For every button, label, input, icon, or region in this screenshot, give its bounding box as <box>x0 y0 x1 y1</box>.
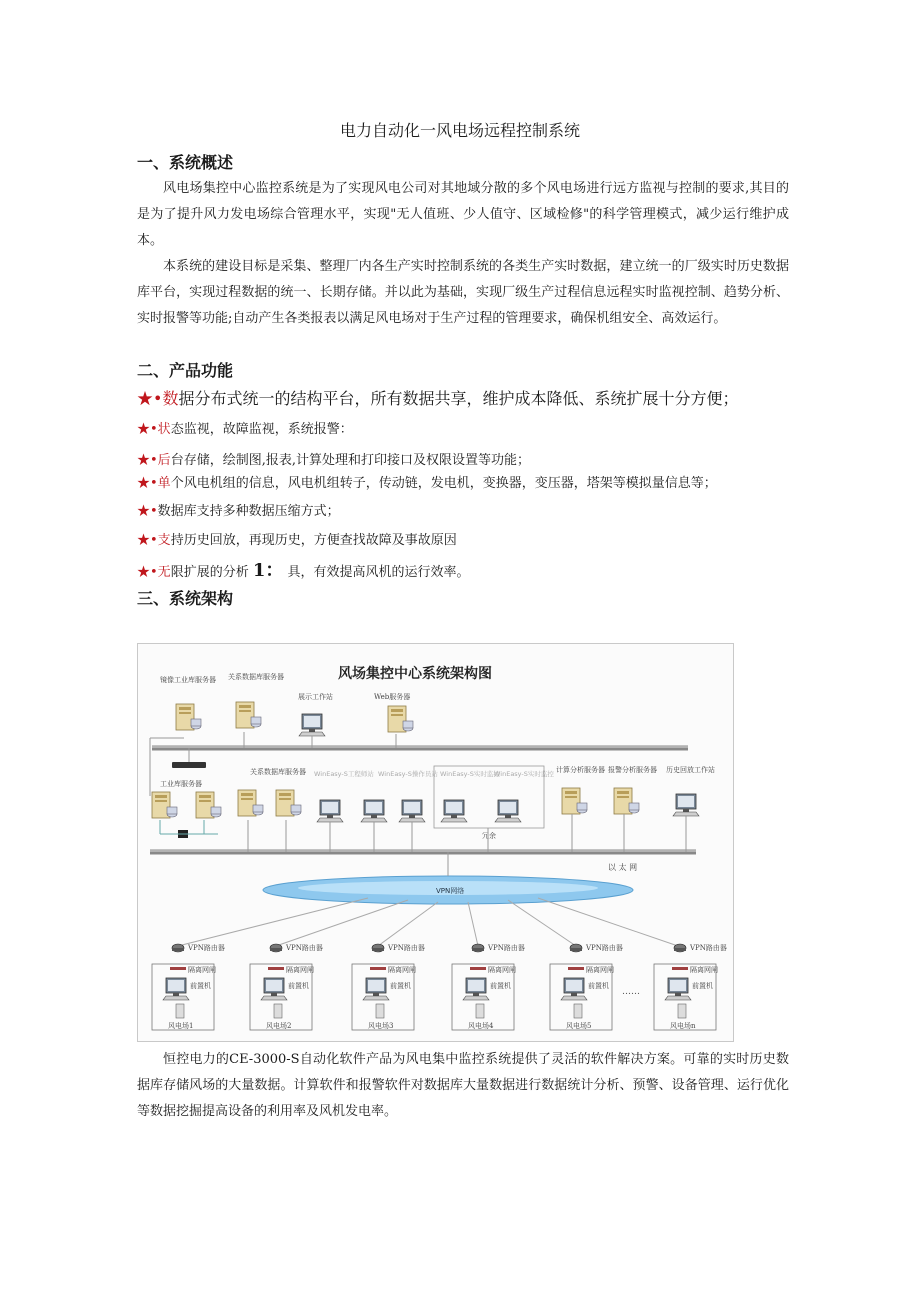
wind-farm-site <box>550 943 623 1030</box>
server-icon <box>574 1004 582 1018</box>
workstation-icon <box>463 978 489 1000</box>
node-label: 计算分析服务器 <box>556 766 605 774</box>
host-label: 前置机 <box>288 982 309 990</box>
server-icon <box>176 704 201 730</box>
site-name: 风电场2 <box>266 1022 292 1030</box>
star-icon: ★• <box>137 453 158 468</box>
node-label: 关系数据库服务器 <box>228 673 284 681</box>
node-label: 工业库服务器 <box>160 780 202 788</box>
router-icon <box>270 944 282 952</box>
redundant-label: 冗余 <box>482 832 496 840</box>
workstation-icon <box>399 800 425 822</box>
wind-farm-site <box>654 943 727 1030</box>
node-label: WinEasy-S实时监控 <box>440 770 500 778</box>
server-icon <box>376 1004 384 1018</box>
workstation-icon <box>673 794 699 816</box>
section-heading-architecture: 三、系统架构 <box>137 589 234 608</box>
server-icon <box>388 706 413 732</box>
star-icon: ★• <box>137 504 158 519</box>
node-label: WinEasy-S工程师站 <box>314 770 374 778</box>
router-icon <box>570 944 582 952</box>
wind-farm-site <box>352 943 425 1030</box>
node-label: 关系数据库服务器 <box>250 768 306 776</box>
router-label: VPN路由器 <box>188 944 225 952</box>
feature-bullet: ★•单个风电机组的信息，风电机组转子，传动链，发电机，变换器，变压器，塔架等模拟量信息等； <box>137 476 717 491</box>
ellipsis: …… <box>622 987 640 997</box>
switch-bar-icon <box>672 967 688 970</box>
overview-paragraph-1: 风电场集控中心监控系统是为了实现风电公司对其地域分散的多个风电场进行远方监视与控制的要求,其目的是为了提升风力发电场综合管理水平，实现"无人值班、少人值守、区域检修"的科学管理模式，减少运行维护成本。 <box>137 181 789 248</box>
switch-label: 隔离网闸 <box>188 966 216 974</box>
node-label: 历史回放工作站 <box>666 766 715 774</box>
switch-label: 隔离网闸 <box>586 966 614 974</box>
workstation-icon <box>261 978 287 1000</box>
workstation-icon <box>495 800 521 822</box>
router-label: VPN路由器 <box>286 944 323 952</box>
workstation-icon <box>361 800 387 822</box>
vpn-label: VPN网络 <box>436 887 465 895</box>
server-icon <box>476 1004 484 1018</box>
section-heading-overview: 一、系统概述 <box>137 153 234 172</box>
link <box>508 900 576 946</box>
switch-label: 隔离网闸 <box>388 966 416 974</box>
star-icon: ★• <box>137 389 163 408</box>
router-label: VPN路由器 <box>388 944 425 952</box>
workstation-icon <box>441 800 467 822</box>
feature-bullet: ★•后台存储，绘制图,报表,计算处理和打印接口及权限设置等功能； <box>137 453 530 468</box>
node-label: WinEasy-S实时监控 <box>494 770 554 778</box>
feature-bullet: ★•无限扩展的分析 1： 具，有效提高风机的运行效率。 <box>137 560 470 581</box>
router-label: VPN路由器 <box>488 944 525 952</box>
wind-farm-site <box>452 943 525 1030</box>
host-label: 前置机 <box>390 982 411 990</box>
feature-bullet: ★•数据分布式统一的结构平台，所有数据共享，维护成本降低、系统扩展十分方便； <box>137 389 739 408</box>
overview-paragraph-2: 本系统的建设目标是采集、整理厂内各生产实时控制系统的各类生产实时数据，建立统一的厂级实时历史数据库平台，实现过程数据的统一、长期存储。并以此为基础，实现厂级生产过程信息远程实时监视控制、趋势分析、实时报警等功能;自动产生各类报表以满足风电场对于生产过程的管理要求，确保机组安全、高效运行。 <box>137 259 789 326</box>
star-icon: ★• <box>137 565 158 580</box>
wind-farm-site <box>250 943 323 1030</box>
wind-farm-site <box>152 943 225 1030</box>
switch-bar-icon <box>568 967 584 970</box>
router-label: VPN路由器 <box>586 944 623 952</box>
server-icon <box>614 788 639 814</box>
workstation-icon <box>299 714 325 736</box>
node-label: WinEasy-S操作员站 <box>378 770 438 778</box>
switch-bar-icon <box>170 967 186 970</box>
document-title: 电力自动化一风电场远程控制系统 <box>339 121 580 140</box>
server-icon <box>238 790 263 816</box>
closing-paragraph: 恒控电力的CE-3000-S自动化软件产品为风电集中监控系统提供了灵活的软件解决方案。可靠的实时历史数据库存储风场的大量数据。计算软件和报警软件对数据库大量数据进行数据统计分析、预警、设备管理、运行优化等数据挖掘提高设备的利用率及风机发电率。 <box>137 1052 789 1119</box>
router-icon <box>372 944 384 952</box>
node-label: 报警分析服务器 <box>608 766 657 774</box>
router-icon <box>674 944 686 952</box>
workstation-icon <box>317 800 343 822</box>
architecture-diagram <box>137 643 734 1042</box>
section-heading-features: 二、产品功能 <box>137 361 234 380</box>
workstation-icon <box>665 978 691 1000</box>
host-label: 前置机 <box>190 982 211 990</box>
server-icon <box>562 788 587 814</box>
workstation-icon <box>561 978 587 1000</box>
site-name: 风电场4 <box>468 1022 494 1030</box>
router-icon <box>172 944 184 952</box>
node-label: 镜像工业库服务器 <box>160 676 216 684</box>
diagram-title: 风场集控中心系统架构图 <box>338 666 492 682</box>
feature-bullet: ★•状态监视，故障监视，系统报警： <box>137 422 353 437</box>
server-icon <box>196 792 221 818</box>
node-label: 展示工作站 <box>298 693 333 701</box>
node-label: Web服务器 <box>374 693 411 701</box>
ethernet-label: 以 太 网 <box>608 863 638 872</box>
host-label: 前置机 <box>692 982 713 990</box>
switch-label: 隔离网闸 <box>690 966 718 974</box>
site-name: 风电场5 <box>566 1022 592 1030</box>
star-icon: ★• <box>137 422 158 437</box>
feature-bullet: ★•数据库支持多种数据压缩方式； <box>137 504 340 519</box>
server-icon <box>276 790 301 816</box>
server-icon <box>176 1004 184 1018</box>
router-icon <box>472 944 484 952</box>
link <box>468 902 478 946</box>
switch-label: 隔离网闸 <box>286 966 314 974</box>
server-icon <box>236 702 261 728</box>
link <box>538 898 678 946</box>
firewall-icon <box>172 762 206 768</box>
site-name: 风电场3 <box>368 1022 394 1030</box>
server-icon <box>678 1004 686 1018</box>
link <box>378 902 438 946</box>
switch-label: 隔离网闸 <box>488 966 516 974</box>
link <box>178 898 368 946</box>
site-name: 风电场1 <box>168 1022 194 1030</box>
workstation-icon <box>363 978 389 1000</box>
workstation-icon <box>163 978 189 1000</box>
star-icon: ★• <box>137 533 158 548</box>
server-icon <box>152 792 177 818</box>
switch-bar-icon <box>470 967 486 970</box>
star-icon: ★• <box>137 476 158 491</box>
server-icon <box>274 1004 282 1018</box>
site-name: 风电场n <box>670 1022 696 1030</box>
host-label: 前置机 <box>490 982 511 990</box>
switch-bar-icon <box>370 967 386 970</box>
switch-bar-icon <box>268 967 284 970</box>
router-label: VPN路由器 <box>690 944 727 952</box>
host-label: 前置机 <box>588 982 609 990</box>
feature-bullet: ★•支持历史回放，再现历史，方便查找故障及事故原因 <box>137 533 457 548</box>
